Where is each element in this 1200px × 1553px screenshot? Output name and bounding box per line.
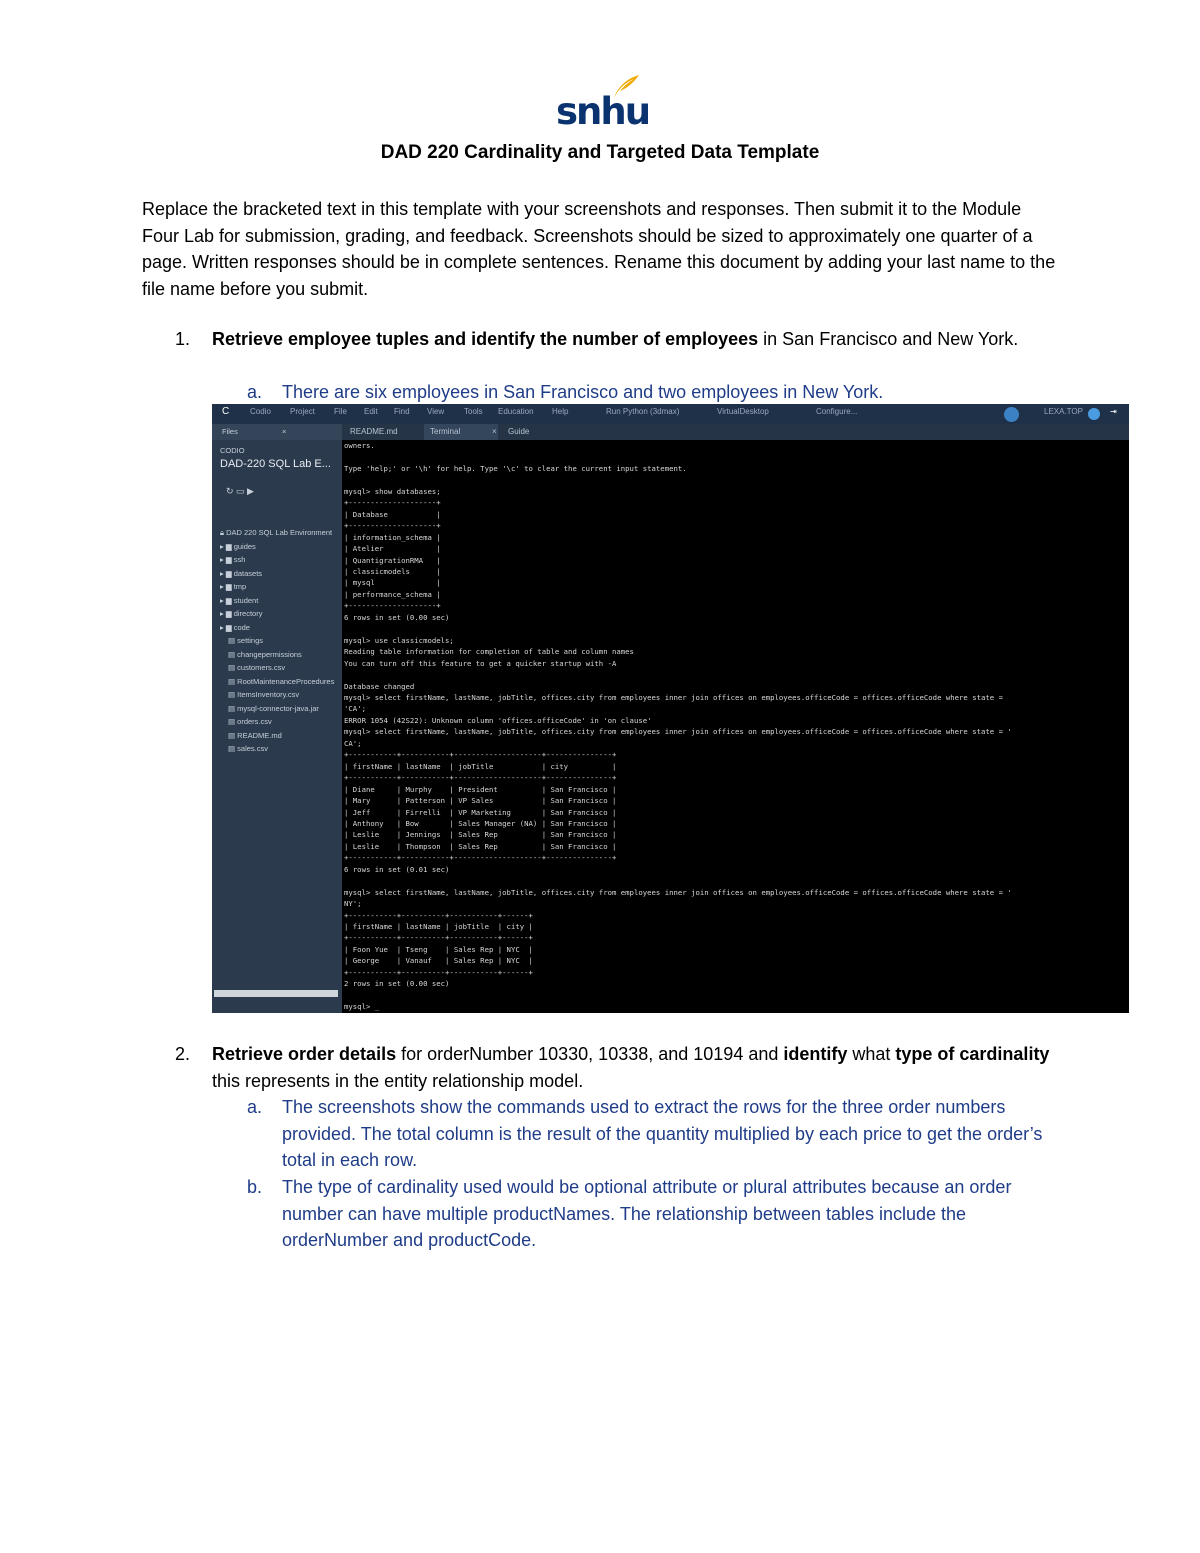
file-tree-item[interactable]	[228, 663, 285, 672]
sidebar-scrollbar[interactable]	[214, 990, 338, 997]
file-tree-label: README.md	[237, 730, 282, 740]
file-tree-item[interactable]	[228, 636, 263, 645]
project-name: DAD-220 SQL Lab E...	[220, 458, 331, 470]
file-tree-label: guides	[233, 541, 256, 551]
file-tree-label: mysql-connector-java.jar	[237, 703, 319, 713]
q1-number: 1.	[175, 329, 191, 349]
menu-project[interactable]: Project	[290, 407, 315, 416]
menu-codio[interactable]: Codio	[250, 407, 271, 416]
q1-answer: There are six employees in San Francisco and two employees in New York.	[282, 382, 884, 402]
user-label: LEXA.TOP	[1044, 407, 1083, 416]
file-tree-label: customers.csv	[237, 663, 286, 672]
menu-education[interactable]: Education	[498, 407, 534, 416]
folder-icon: ▸ ▆	[220, 595, 234, 605]
q2-answer-b-letter: b.	[247, 1177, 263, 1197]
exit-icon[interactable]: ⇥	[1110, 407, 1117, 416]
phone-icon[interactable]	[1004, 407, 1019, 422]
file-tree-item[interactable]	[228, 677, 334, 686]
file-icon: ▤	[228, 676, 238, 686]
file-tree-label: directory	[233, 609, 263, 618]
tab-guide[interactable]: Guide	[508, 427, 530, 436]
folder-icon: ▸ ▆	[220, 582, 234, 591]
terminal-screenshot	[212, 404, 1129, 1013]
file-icon: ▤	[228, 636, 238, 645]
menu-tools[interactable]: Tools	[464, 407, 483, 416]
file-icon: ▤	[228, 649, 238, 659]
file-tree-label: ssh	[233, 555, 246, 564]
tab-readme[interactable]: README.md	[350, 427, 398, 436]
file-tree-item[interactable]	[220, 623, 250, 632]
file-tree-label: tmp	[233, 582, 247, 591]
file-tree-item[interactable]	[220, 528, 332, 538]
logo-text: snhu	[556, 90, 650, 133]
snhu-logo	[556, 74, 650, 133]
q1-text	[212, 326, 1062, 353]
file-tree-item[interactable]	[220, 569, 262, 578]
close-icon[interactable]: ×	[282, 427, 287, 436]
file-tree-item[interactable]	[228, 690, 299, 699]
q2-answer-a: The screenshots show the commands used to extract the rows for the three order numbers provided. The total column is the result of the quantity multiplied by each price to get the order’s total in each row.	[282, 1097, 1043, 1170]
q2-rest: this represents in the entity relationship model.	[212, 1070, 584, 1091]
file-icon: ▤	[228, 717, 238, 726]
editor-tabbar	[342, 424, 1129, 440]
menu-view[interactable]: View	[427, 407, 445, 416]
lock-icon: 🔒︎	[220, 528, 227, 537]
document-title: DAD 220 Cardinality and Targeted Data Template	[380, 142, 820, 163]
files-tab[interactable]: Files	[222, 427, 238, 436]
folder-icon: ▸ ▆	[220, 609, 234, 618]
file-tree-label: sales.csv	[237, 744, 269, 753]
file-icon: ▤	[228, 663, 238, 672]
file-tree-item[interactable]	[220, 542, 256, 551]
tab-terminal[interactable]: Terminal	[430, 427, 461, 436]
virtual-desktop-button[interactable]: VirtualDesktop	[717, 407, 769, 416]
folder-icon: ▸ ▆	[220, 568, 234, 578]
file-tree-item[interactable]	[220, 582, 246, 591]
file-tree-label: student	[233, 595, 259, 605]
file-tree-label: DAD 220 SQL Lab Environment	[226, 528, 333, 537]
q1-bold: Retrieve employee tuples and identify the number of employees	[212, 329, 759, 349]
file-tree-label: changepermissions	[237, 649, 302, 659]
file-tree-item[interactable]	[228, 650, 302, 659]
file-icon: ▤	[228, 690, 238, 699]
file-tree-label: ItemsInventory.csv	[237, 690, 300, 699]
q2-bold-3: type of cardinality	[895, 1044, 1050, 1064]
tab-close-icon[interactable]: ×	[492, 427, 497, 436]
q2-bold-1: Retrieve order details	[212, 1044, 397, 1064]
file-sidebar	[212, 424, 342, 1013]
file-tree-item[interactable]	[220, 609, 262, 618]
file-tree-item[interactable]	[220, 596, 258, 605]
file-icon: ▤	[228, 730, 238, 740]
q2-mid-1: for orderNumber 10330, 10338, and 10194 and	[396, 1044, 784, 1064]
file-tree-label: code	[233, 622, 250, 632]
project-label: CODIO	[220, 446, 245, 455]
menu-file[interactable]: File	[334, 407, 347, 416]
q2-mid-2: what	[847, 1044, 896, 1064]
configure-button[interactable]: Configure...	[816, 407, 858, 416]
ide-menubar	[212, 404, 1129, 424]
run-python-button[interactable]: Run Python (3dmax)	[606, 407, 680, 416]
menu-edit[interactable]: Edit	[364, 407, 378, 416]
menu-help[interactable]: Help	[552, 407, 569, 416]
q2-bold-2: identify	[783, 1044, 848, 1064]
q2-answer-a-letter: a.	[247, 1097, 263, 1117]
q1-rest: in San Francisco and New York.	[758, 329, 1019, 349]
file-tree-label: RootMaintenanceProcedures	[237, 676, 335, 686]
folder-icon: ▸ ▆	[220, 541, 234, 551]
file-icon: ▤	[228, 744, 238, 753]
terminal-output[interactable]	[344, 440, 1129, 1013]
file-tree-item[interactable]	[220, 555, 245, 564]
file-tree-item[interactable]	[228, 717, 272, 726]
refresh-icon[interactable]	[1088, 408, 1100, 420]
codio-icon: C	[222, 406, 230, 417]
folder-icon: ▸ ▆	[220, 622, 234, 632]
menu-find[interactable]: Find	[394, 407, 410, 416]
file-tree-item[interactable]	[228, 704, 319, 713]
intro-paragraph: Replace the bracketed text in this template with your screenshots and responses. Then submit it to the Module Four Lab for submission, grading, and feedback. Screenshots should be sized to approximately one quarter of a page. Written responses should be in complete sentences. Rename this document by adding your last name to the file name before you submit.	[142, 199, 1056, 299]
terminal-text: owners. Type 'help;' or '\h' for help. Type '\c' to clear the current input statement. mysql> show databases; +--------------------+ | Database | +--------------------+ | information_schema | | Atelier | | QuantigrationRMA | | classicmodels | | mysql | | performance_schema | +--------------------+ 6 rows in set (0.00 sec) mysql> use classicmodels; Reading table information for completion of table and column names You can turn off this feature to get a quicker startup with -A Database changed mysql> select firstName, lastName, jobTitle, offices.city from employees inner join offices on employees.officeCode = offices.officeCode where state = 'CA'; ERROR 1054 (42S22): Unknown column 'offices.officeCode' in 'on clause' mysql> select firstName, lastName, jobTitle, offices.city from employees inner join offices on employees.officeCode = offices.officeCode where state = ' CA'; +-----------+-----------+--------------------+---------------+ | firstName | lastName | jobTitle | city | +-----------+-----------+--------------------+---------------+ | Diane | Murphy | President | San Francisco | | Mary | Patterson | VP Sales | San Francisco | | Jeff | Firrelli | VP Marketing | San Francisco | | Anthony | Bow | Sales Manager (NA) | San Francisco | | Leslie | Jennings | Sales Rep | San Francisco | | Leslie | Thompson | Sales Rep | San Francisco | +-----------+-----------+--------------------+---------------+ 6 rows in set (0.01 sec) mysql> select firstName, lastName, jobTitle, offices.city from employees inner join offices on employees.officeCode = offices.officeCode where state = ' NY'; +-----------+----------+-----------+------+ | firstName | lastName | jobTitle | city | +-----------+----------+-----------+------+ | Foon Yue | Tseng | Sales Rep | NYC | | George | Vanauf | Sales Rep | NYC | +-----------+----------+-----------+------+ 2 rows in set (0.00 sec) mysql> _	[344, 441, 1012, 1012]
file-tree-label: orders.csv	[237, 717, 272, 726]
q2-number: 2.	[175, 1044, 191, 1064]
q1-answer-letter: a.	[247, 382, 263, 402]
file-icon: ▤	[228, 703, 238, 713]
refresh-files-icon[interactable]: ↻ ▭ ▶	[226, 486, 254, 496]
file-tree-label: datasets	[233, 568, 263, 578]
file-tree-item[interactable]	[228, 731, 282, 740]
file-tree-item[interactable]	[228, 744, 268, 753]
file-tree-label: settings	[237, 636, 264, 645]
q2-answer-b: The type of cardinality used would be optional attribute or plural attributes because an order number can have multiple productNames. The relationship between tables include the orderNumber and productCode.	[282, 1177, 1012, 1250]
q2-text	[212, 1041, 1062, 1094]
folder-icon: ▸ ▆	[220, 555, 234, 564]
